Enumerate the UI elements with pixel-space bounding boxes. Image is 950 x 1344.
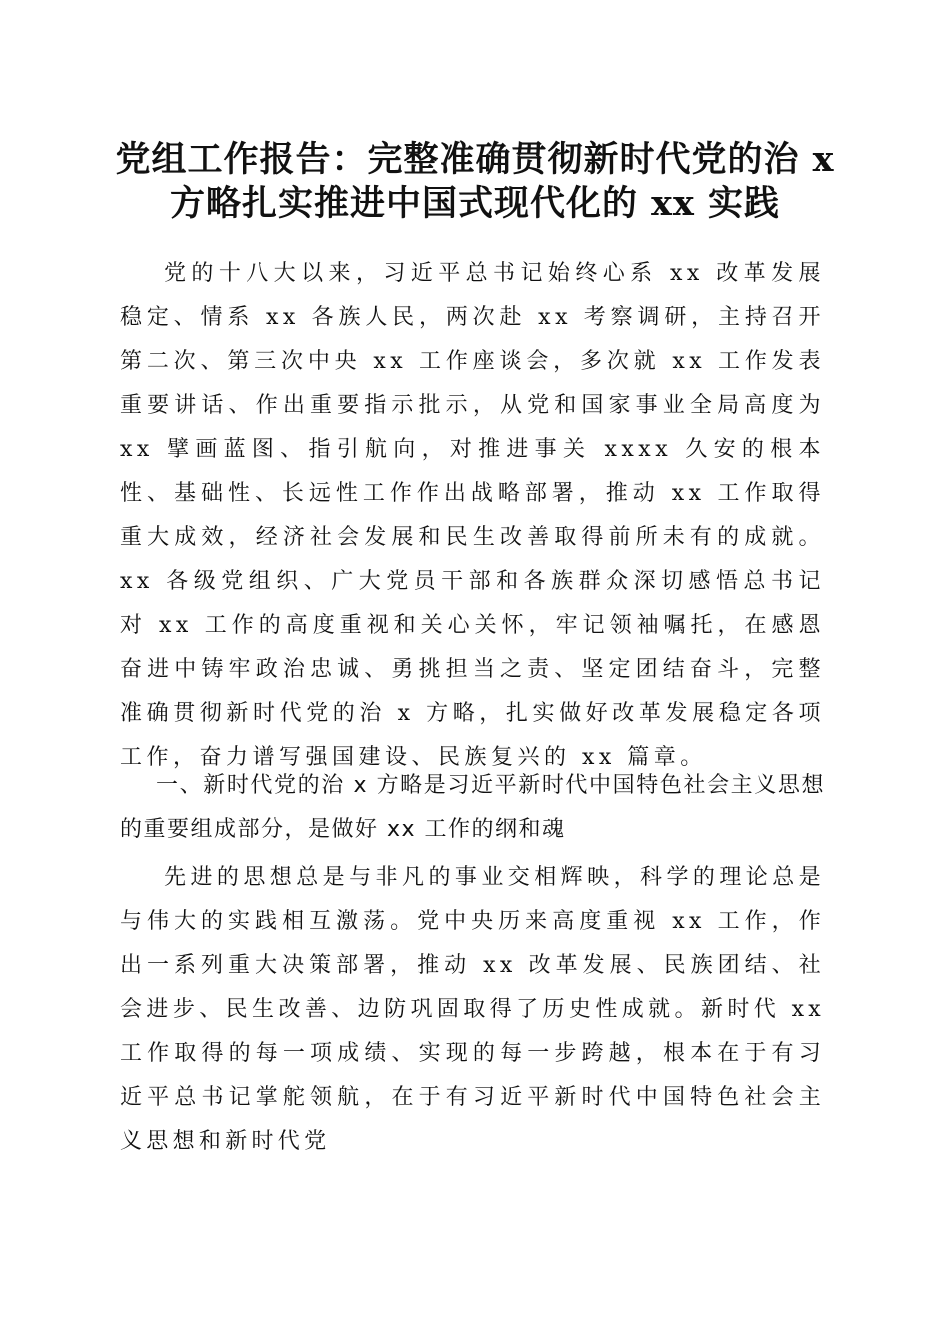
title-line-2: 方略扎实推进中国式现代化的 xx 实践 [169,183,781,224]
paragraph-1: 党的十八大以来，习近平总书记始终心系 xx 改革发展稳定、情系 xx 各族人民，两次赴 xx 考察调研，主持召开第二次、第三次中央 xx 工作座谈会，多次就 xx 工作发表重要讲话、作出重要指示批示，从党和国家事业全局高度为 xx 擘画蓝图、指引航向，对推进事关 xxxx 久安的根本性、基础性、长远性工作作出战略部署，推动 xx 工作取得重大成效，经济社会发展和民生改善取得前所未有的成就。xx 各级党组织、广大党员干部和各族群众深切感悟总书记对 xx 工作的高度重视和关心关怀，牢记领袖嘱托，在感恩奋进中铸牢政治忠诚、勇挑担当之责、坚定团结奋斗，完整准确贯彻新时代党的治 x 方略，扎实做好改革发展稳定各项工作，奋力谱写强国建设、民族复兴的 xx 篇章。 [120,261,825,770]
section-heading-block [120,764,825,852]
paragraph-2-block [120,856,825,1164]
paragraph-1-block [120,252,825,780]
title-line-1: 党组工作报告：完整准确贯彻新时代党的治 x [115,139,835,180]
paragraph-2: 先进的思想总是与非凡的事业交相辉映，科学的理论总是与伟大的实践相互激荡。党中央历来高度重视 xx 工作，作出一系列重大决策部署，推动 xx 改革发展、民族团结、社会进步、民生改善、边防巩固取得了历史性成就。新时代 xx 工作取得的每一项成绩、实现的每一步跨越，根本在于有习近平总书记掌舵领航，在于有习近平新时代中国特色社会主义思想和新时代党 [120,865,825,1154]
document-title [100,138,850,226]
section-heading-1: 一、新时代党的治 x 方略是习近平新时代中国特色社会主义思想的重要组成部分，是做好 xx 工作的纲和魂 [120,773,825,842]
